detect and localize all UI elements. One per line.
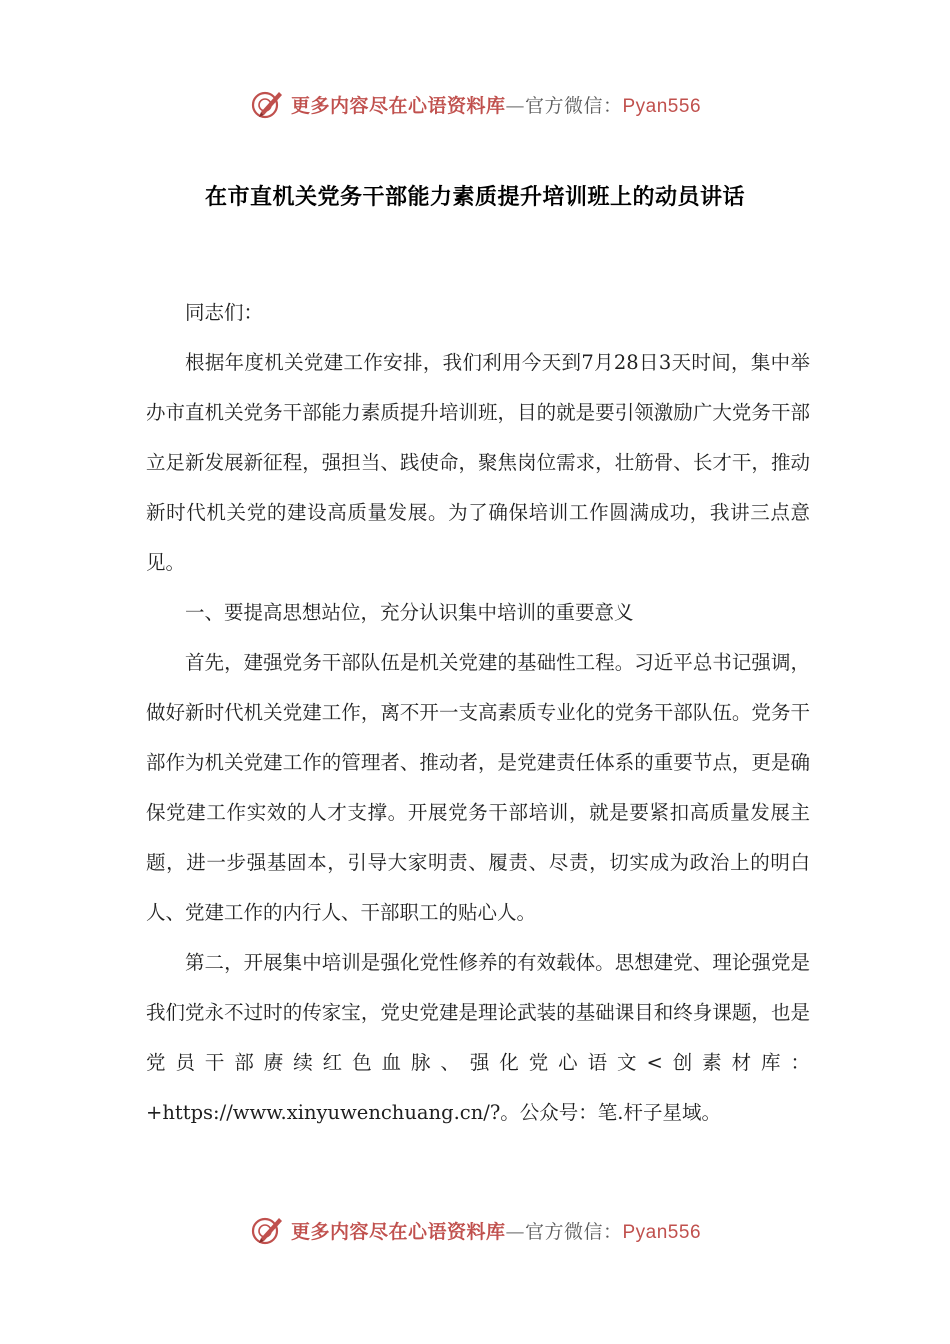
banner-dash: — — [505, 1220, 525, 1243]
banner-text — [291, 1217, 701, 1244]
header-banner — [0, 84, 950, 124]
banner-label: 官方微信： — [524, 1220, 623, 1243]
banner-dash: — — [505, 94, 525, 117]
banner-wechat-id: Pyan556 — [622, 1221, 702, 1243]
document-body — [146, 288, 810, 1138]
paragraph-intro: 根据年度机关党建工作安排，我们利用今天到7月28日3天时间，集中举办市直机关党务干部能力素质提升培训班，目的就是要引领激励广大党务干部立足新发展新征程，强担当、践使命，聚焦岗位需求，壮筋骨、长才干，推动新时代机关党的建设高质量发展。为了确保培训工作圆满成功，我讲三点意见。 — [146, 351, 810, 574]
banner-lead: 更多内容尽在心语资料库 — [290, 94, 506, 117]
banner-wechat-id: Pyan556 — [622, 95, 702, 117]
section-heading-1: 一、要提高思想站位，充分认识集中培训的重要意义 — [185, 601, 634, 624]
banner-text — [291, 91, 701, 118]
banner-lead: 更多内容尽在心语资料库 — [290, 1220, 506, 1243]
paragraph-second: 第二，开展集中培训是强化党性修养的有效载体。思想建党、理论强党是我们党永不过时的传家宝，党史党建是理论武装的基础课目和终身课题，也是党员干部赓续红色血脉、强化党心语文<创素材库：+https://www.xinyuwenchuang.cn/?。公众号：笔.杆子星域。 — [146, 951, 810, 1124]
pen-logo-icon — [249, 86, 285, 122]
pen-logo-icon — [249, 1212, 285, 1248]
salutation: 同志们： — [185, 301, 264, 324]
footer-banner — [0, 1210, 950, 1250]
document-title: 在市直机关党务干部能力素质提升培训班上的动员讲话 — [204, 185, 745, 210]
paragraph-first: 首先，建强党务干部队伍是机关党建的基础性工程。习近平总书记强调，做好新时代机关党建工作，离不开一支高素质专业化的党务干部队伍。党务干部作为机关党建工作的管理者、推动者，是党建责任体系的重要节点，更是确保党建工作实效的人才支撑。开展党务干部培训，就是要紧扣高质量发展主题，进一步强基固本，引导大家明责、履责、尽责，切实成为政治上的明白人、党建工作的内行人、干部职工的贴心人。 — [146, 651, 810, 924]
banner-label: 官方微信： — [524, 94, 623, 117]
